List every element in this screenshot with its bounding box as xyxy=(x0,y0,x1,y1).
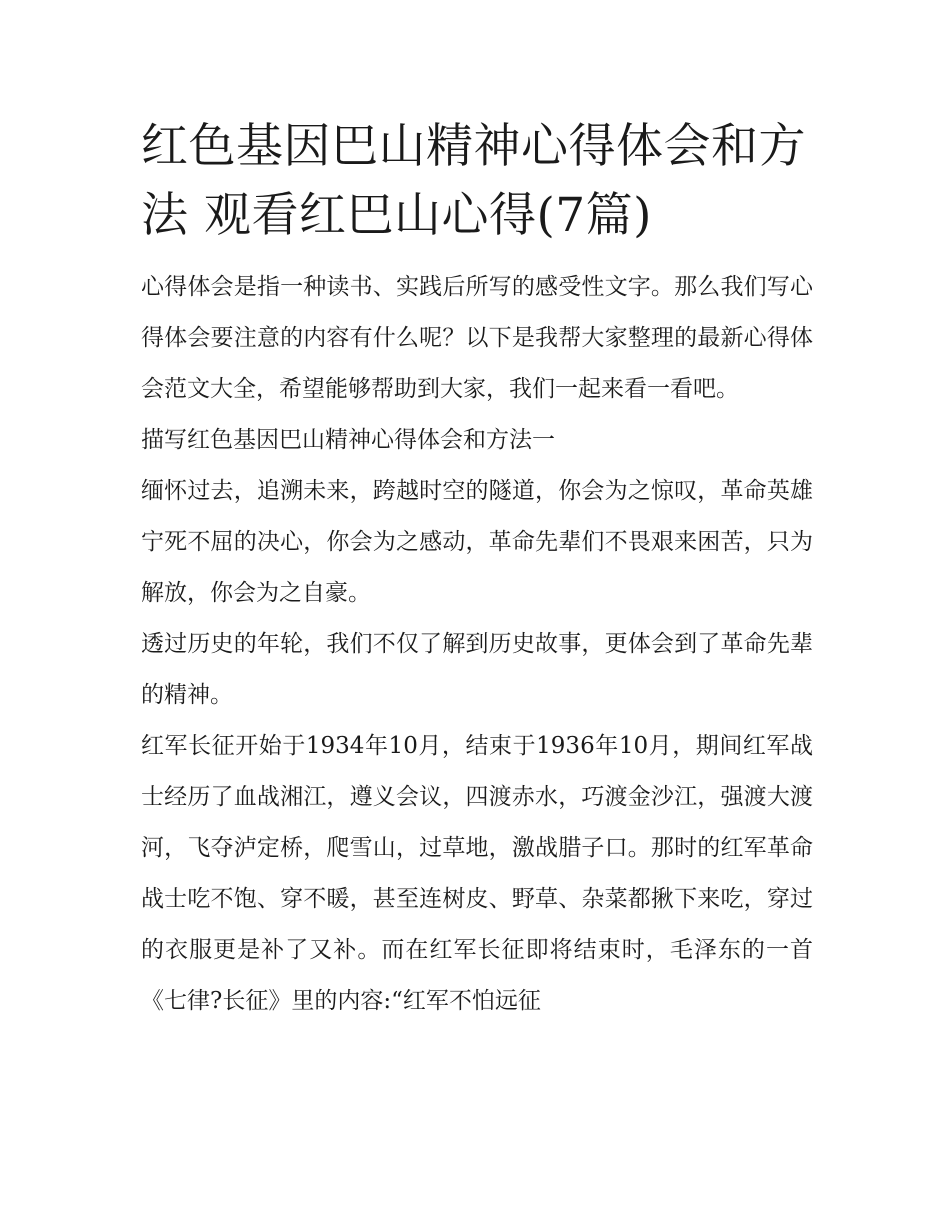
intro-paragraph: 心得体会是指一种读书、实践后所写的感受性文字。那么我们写心得体会要注意的内容有什么呢？以下是我帮大家整理的最新心得体会范文大全，希望能够帮助到大家，我们一起来看一看吧。 xyxy=(141,274,813,402)
document-page xyxy=(141,112,813,1027)
body-paragraph: 缅怀过去，追溯未来，跨越时空的隧道，你会为之惊叹，革命英雄宁死不屈的决心，你会为之感动，革命先辈们不畏艰来困苦，只为解放，你会为之自豪。 xyxy=(141,478,813,606)
document-title: 红色基因巴山精神心得体会和方法 观看红巴山心得(7篇) xyxy=(141,119,806,243)
body-paragraph: 红军长征开始于1934年10月，结束于1936年10月，期间红军战士经历了血战湘江，遵义会议，四渡赤水，巧渡金沙江，强渡大渡河，飞夺泸定桥，爬雪山，过草地，激战腊子口。那时的红军革命战士吃不饱、穿不暖，甚至连树皮、野草、杂菜都揪下来吃，穿过的衣服更是补了又补。而在红军长征即将结束时，毛泽东的一首《七律?长征》里的内容:“红军不怕远征 xyxy=(141,733,813,1014)
body-paragraph: 透过历史的年轮，我们不仅了解到历史故事，更体会到了革命先辈的精神。 xyxy=(141,631,813,708)
section-heading: 描写红色基因巴山精神心得体会和方法一 xyxy=(141,427,555,453)
